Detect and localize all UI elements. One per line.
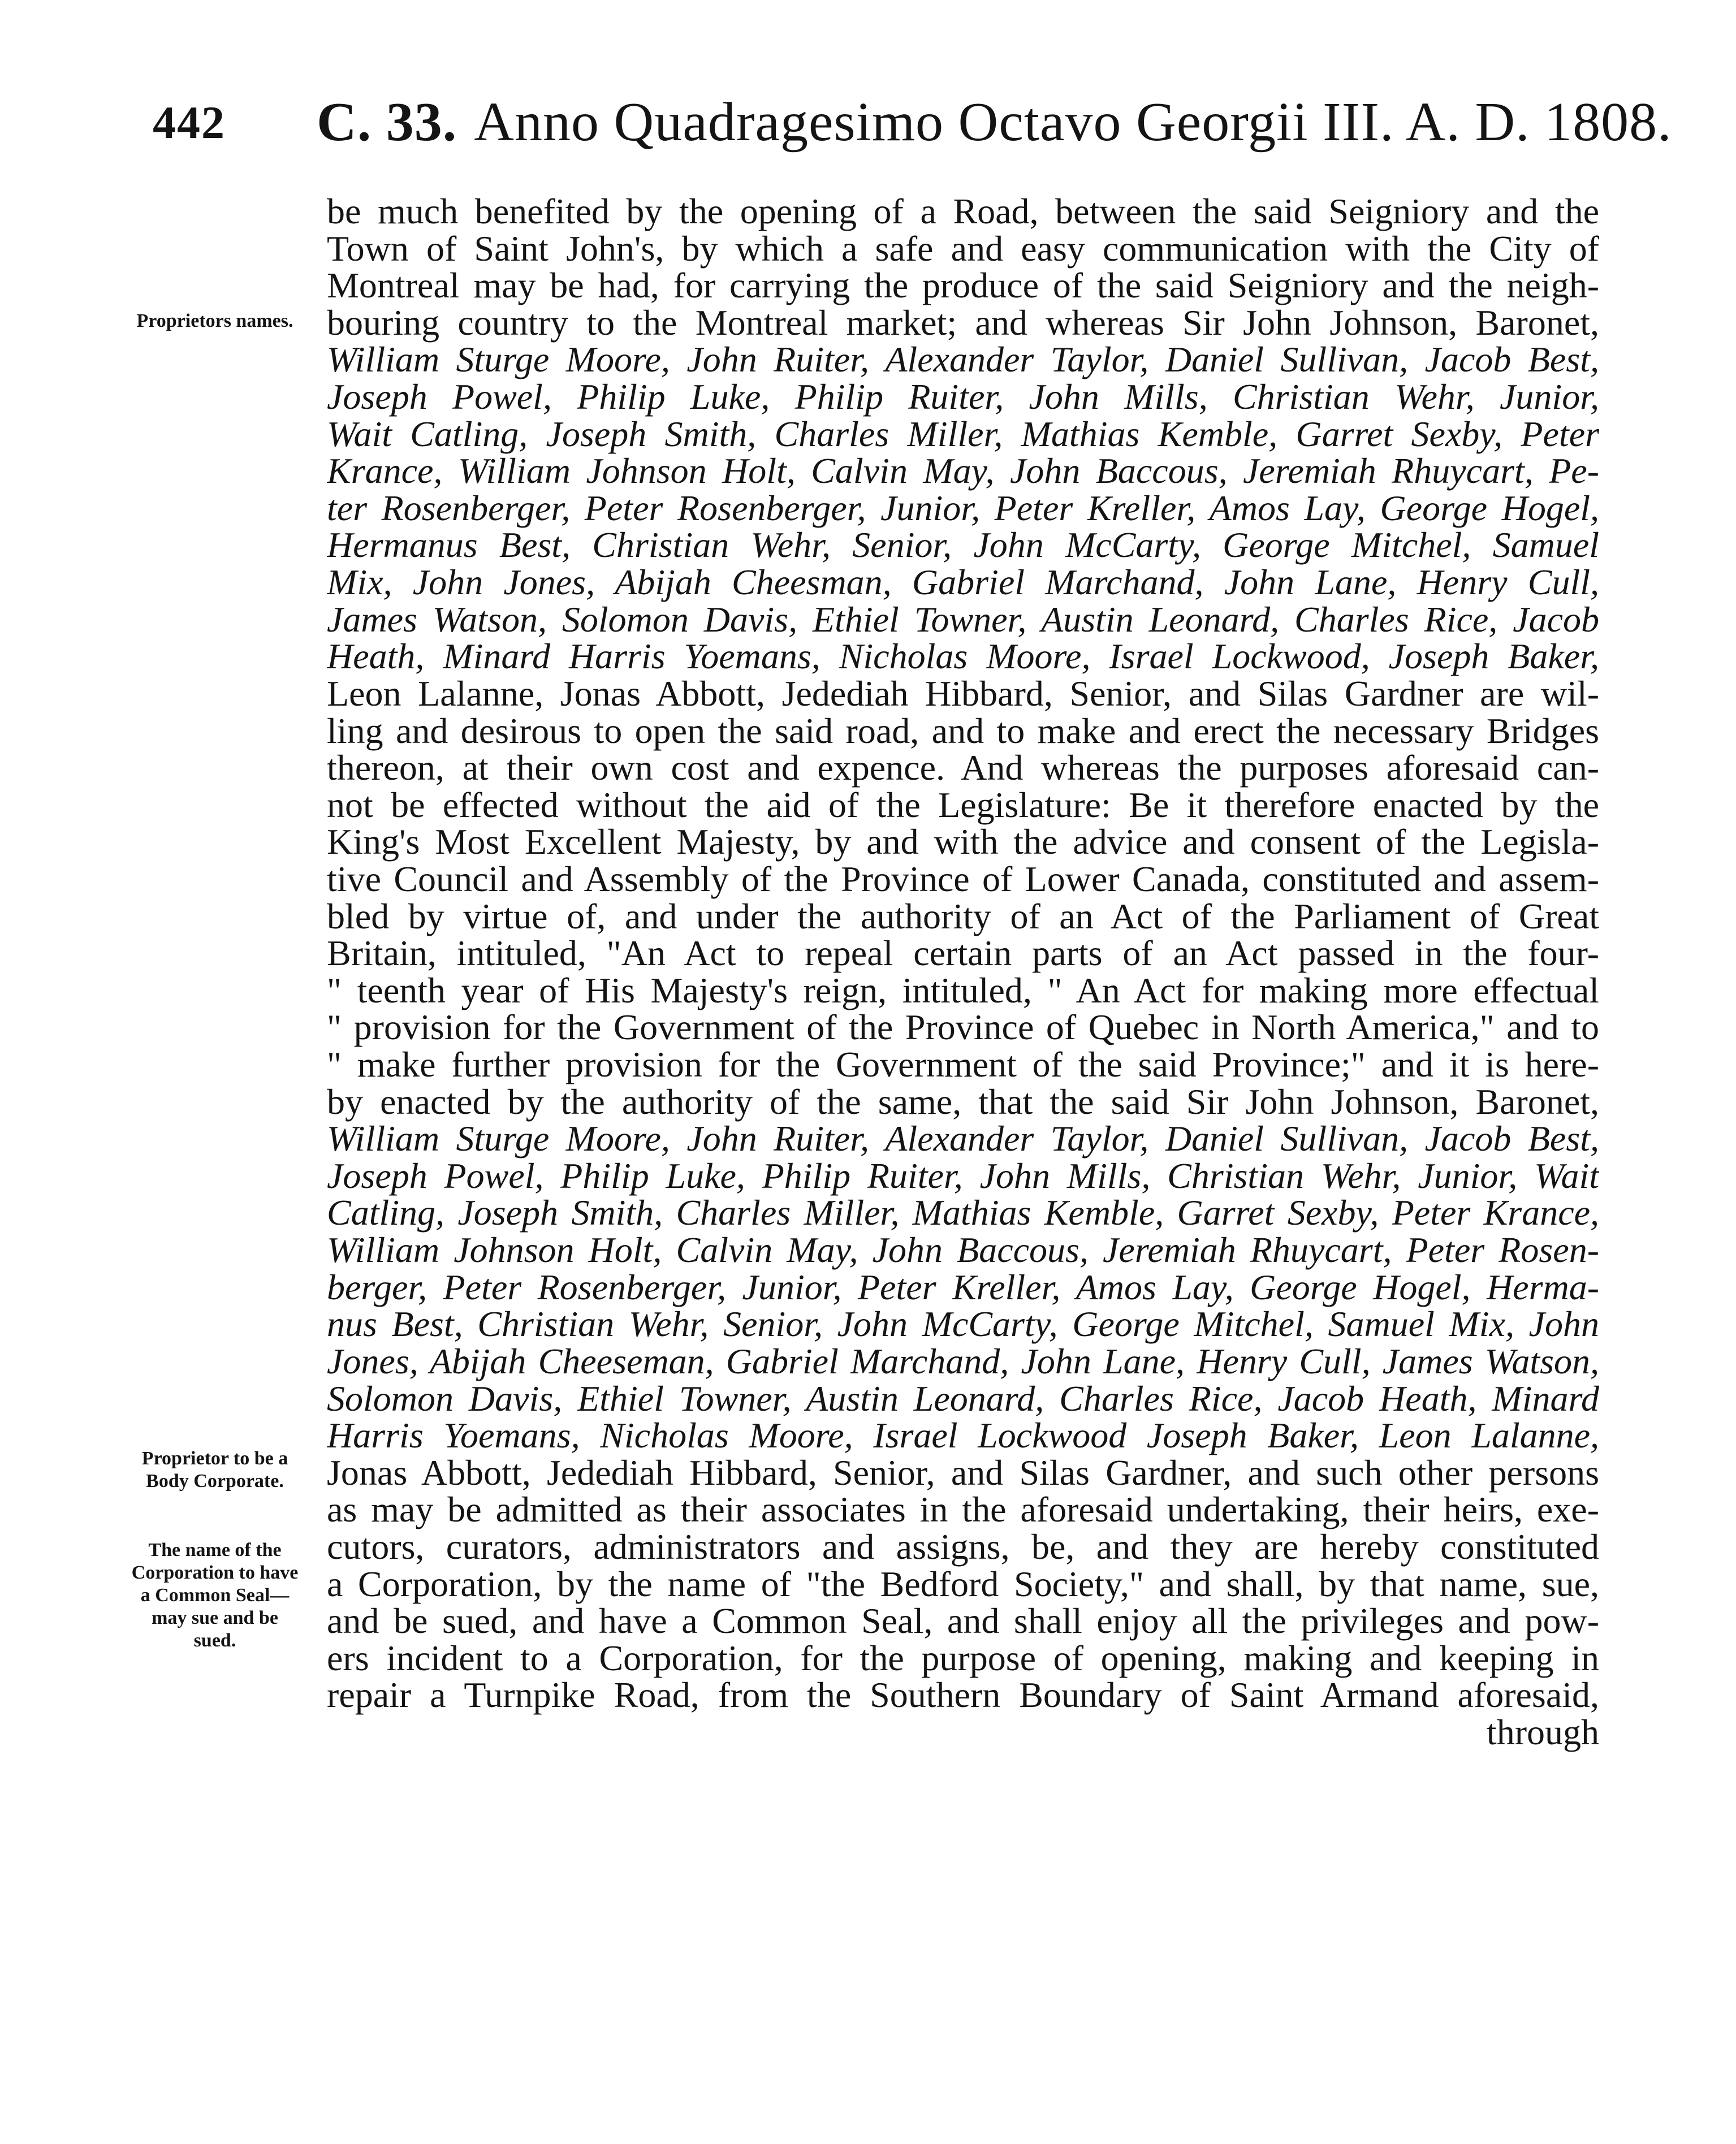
text-line: " teenth year of His Majesty's reign, intituled, " An Act for making more effectual <box>327 970 1599 1010</box>
text-line: ers incident to a Corporation, for the purpose of opening, making and keeping in <box>327 1638 1599 1678</box>
text-line: bouring country to the Montreal market; and whereas Sir John Johnson, Baronet, <box>327 302 1599 343</box>
text-line: be much benefited by the opening of a Road, between the said Seigniory and the <box>327 191 1599 231</box>
text-line: nus Best, Christian Wehr, Senior, John McCarty, George Mitchel, Samuel Mix, John <box>327 1304 1599 1344</box>
text-line: Montreal may be had, for carrying the produce of the said Seigniory and the neigh- <box>327 265 1599 305</box>
text-line: Leon Lalanne, Jonas Abbott, Jedediah Hibbard, Senior, and Silas Gardner are wil- <box>327 673 1599 714</box>
text-line: Jonas Abbott, Jedediah Hibbard, Senior, and Silas Gardner, and such other persons <box>327 1453 1599 1493</box>
text-line: and be sued, and have a Common Seal, and shall enjoy all the privileges and pow- <box>327 1601 1599 1641</box>
text-line: Hermanus Best, Christian Wehr, Senior, John McCarty, George Mitchel, Samuel <box>327 525 1599 565</box>
page-header <box>153 90 1672 164</box>
text-line: Joseph Powel, Philip Luke, Philip Ruiter, John Mills, Christian Wehr, Junior, Wait <box>327 1156 1599 1196</box>
text-line: " make further provision for the Government of the said Province;" and it is here- <box>327 1044 1599 1084</box>
text-line: as may be admitted as their associates in the aforesaid undertaking, their heirs, exe- <box>327 1489 1599 1529</box>
catchword: through <box>1486 1712 1599 1752</box>
text-line: Mix, John Jones, Abijah Cheesman, Gabriel Marchand, John Lane, Henry Cull, <box>327 562 1599 602</box>
margin-note-body-corporate: Proprietor to be a Body Corporate. <box>141 1448 288 1492</box>
text-line: bled by virtue of, and under the authority of an Act of the Parliament of Great <box>327 896 1599 936</box>
text-line: Britain, intituled, "An Act to repeal certain parts of an Act passed in the four- <box>327 933 1599 973</box>
running-head <box>317 90 1672 154</box>
text-line: Joseph Powel, Philip Luke, Philip Ruiter, John Mills, Christian Wehr, Junior, <box>327 377 1599 417</box>
text-line: King's Most Excellent Majesty, by and with the advice and consent of the Legisla- <box>327 822 1599 862</box>
text-line: repair a Turnpike Road, from the Southern Boundary of Saint Armand aforesaid, <box>327 1675 1599 1715</box>
text-line: William Johnson Holt, Calvin May, John Baccous, Jeremiah Rhuycart, Peter Rosen- <box>327 1230 1599 1270</box>
margin-note-corporation-name: The name of the Corporation to have a Common Seal—may sue and be sued. <box>131 1540 299 1651</box>
text-line: not be effected without the aid of the Legislature: Be it therefore enacted by the <box>327 785 1599 825</box>
text-line: Wait Catling, Joseph Smith, Charles Miller, Mathias Kemble, Garret Sexby, Peter <box>327 414 1599 454</box>
text-line: Harris Yoemans, Nicholas Moore, Israel Lockwood Joseph Baker, Leon Lalanne, <box>327 1415 1599 1455</box>
text-line: Heath, Minard Harris Yoemans, Nicholas Moore, Israel Lockwood, Joseph Baker, <box>327 636 1599 676</box>
body-text <box>327 187 1599 1752</box>
text-line: cutors, curators, administrators and assigns, be, and they are hereby constituted <box>327 1527 1599 1567</box>
text-line: Solomon Davis, Ethiel Towner, Austin Leonard, Charles Rice, Jacob Heath, Minard <box>327 1378 1599 1419</box>
text-line: by enacted by the authority of the same, that the said Sir John Johnson, Baronet, <box>327 1082 1599 1122</box>
text-line: " provision for the Government of the Province of Quebec in North America," and to <box>327 1007 1599 1047</box>
chapter-number: C. 33. <box>317 92 457 153</box>
text-line: Catling, Joseph Smith, Charles Miller, Mathias Kemble, Garret Sexby, Peter Krance, <box>327 1192 1599 1233</box>
page-number: 442 <box>153 97 226 148</box>
text-line: James Watson, Solomon Davis, Ethiel Towner, Austin Leonard, Charles Rice, Jacob <box>327 599 1599 639</box>
margin-note-proprietors-names: Proprietors names. <box>136 310 293 331</box>
text-line: tive Council and Assembly of the Province of Lower Canada, constituted and assem- <box>327 859 1599 899</box>
text-line: Jones, Abijah Cheeseman, Gabriel Marchand, John Lane, Henry Cull, James Watson, <box>327 1341 1599 1381</box>
text-line: Krance, William Johnson Holt, Calvin May, John Baccous, Jeremiah Rhuycart, Pe- <box>327 451 1599 491</box>
text-line: a Corporation, by the name of "the Bedford Society," and shall, by that name, sue, <box>327 1564 1599 1604</box>
text-line: Town of Saint John's, by which a safe and easy communication with the City of <box>327 228 1599 269</box>
text-line: William Sturge Moore, John Ruiter, Alexander Taylor, Daniel Sullivan, Jacob Best, <box>327 339 1599 379</box>
text-line: berger, Peter Rosenberger, Junior, Peter Kreller, Amos Lay, George Hogel, Herma- <box>327 1267 1599 1307</box>
text-line: ter Rosenberger, Peter Rosenberger, Junior, Peter Kreller, Amos Lay, George Hogel, <box>327 488 1599 528</box>
statute-title: Anno Quadragesimo Octavo Georgii III. A. D. 1808. <box>474 92 1672 153</box>
text-line: thereon, at their own cost and expence. And whereas the purposes aforesaid can- <box>327 747 1599 788</box>
text-line: ling and desirous to open the said road, and to make and erect the necessary Bridges <box>327 711 1599 751</box>
text-line: William Sturge Moore, John Ruiter, Alexander Taylor, Daniel Sullivan, Jacob Best, <box>327 1118 1599 1159</box>
